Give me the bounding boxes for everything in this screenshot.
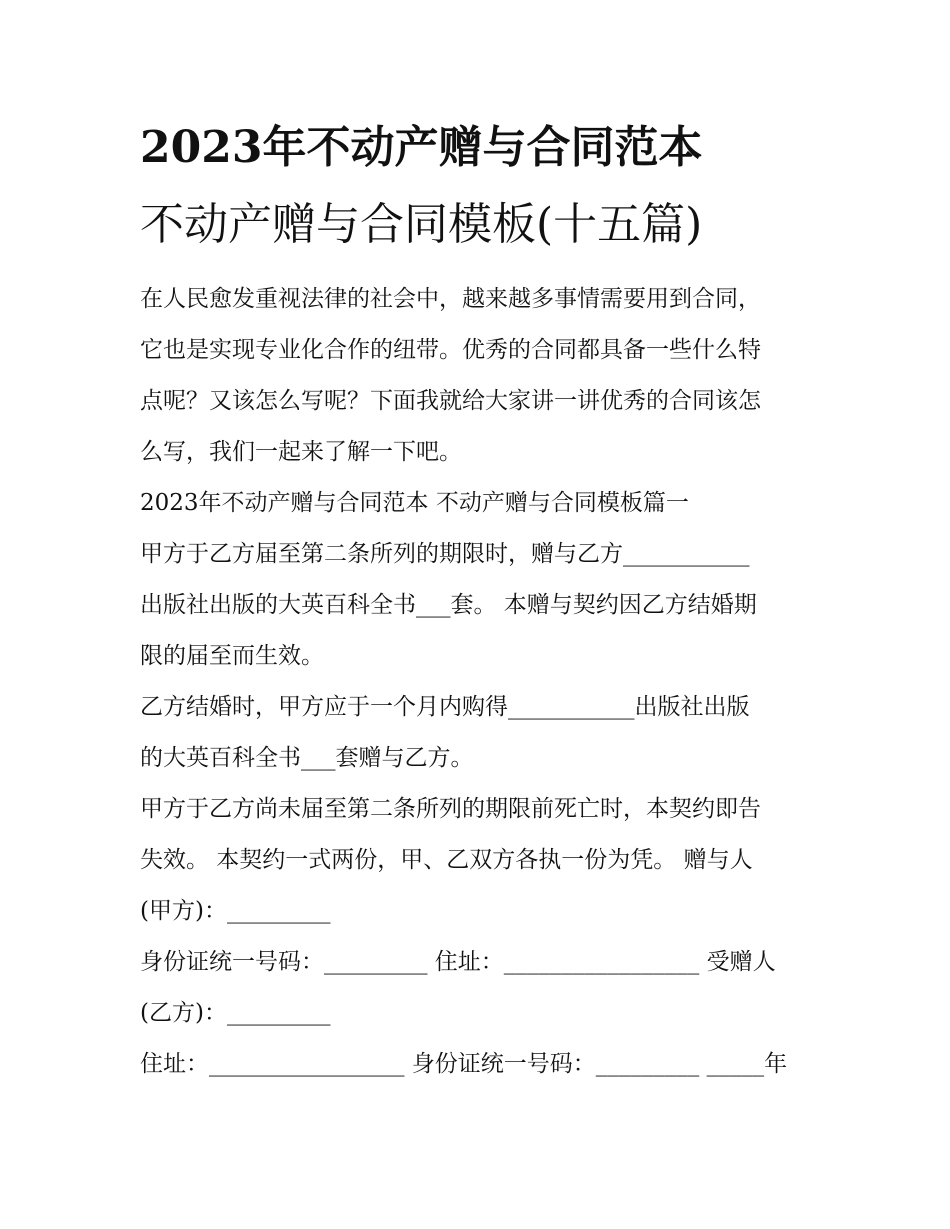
clause-line: 乙方结婚时，甲方应于一个月内购得___________出版社出版 bbox=[140, 694, 750, 720]
clause-line: 出版社出版的大英百科全书___套。 本赠与契约因乙方结婚期 bbox=[140, 592, 757, 618]
clause-line: 限的届至而生效。 bbox=[140, 643, 324, 669]
intro-paragraph-line: 它也是实现专业化合作的纽带。优秀的合同都具备一些什么特 bbox=[140, 337, 761, 363]
intro-paragraph-line: 么写，我们一起来了解一下吧。 bbox=[140, 439, 462, 465]
intro-paragraph-line: 在人民愈发重视法律的社会中，越来越多事情需要用到合同， bbox=[140, 286, 761, 312]
document-title-line-2: 不动产赠与合同模板(十五篇) bbox=[140, 199, 703, 250]
clause-line: 甲方于乙方届至第二条所列的期限时，赠与乙方___________ bbox=[140, 541, 750, 567]
intro-paragraph-line: 点呢？又该怎么写呢？下面我就给大家讲一讲优秀的合同该怎 bbox=[140, 388, 761, 414]
clause-line: 甲方于乙方尚未届至第二条所列的期限前死亡时，本契约即告 bbox=[140, 796, 761, 822]
signature-field-line: 住址：_________________ 身份证统一号码：_________ _____年 bbox=[140, 1051, 788, 1077]
section-heading: 2023年不动产赠与合同范本 不动产赠与合同模板篇一 bbox=[140, 490, 689, 516]
clause-line: 的大英百科全书___套赠与乙方。 bbox=[140, 745, 474, 771]
signature-field-line: 身份证统一号码：_________ 住址：_________________ 受赠人 bbox=[140, 949, 776, 975]
document-title-line-1: 2023年不动产赠与合同范本 bbox=[140, 122, 703, 173]
signature-field-line: (乙方)：_________ bbox=[140, 1000, 331, 1026]
signature-field-line: (甲方)：_________ bbox=[140, 898, 331, 924]
clause-line: 失效。 本契约一式两份，甲、乙双方各执一份为凭。 赠与人 bbox=[140, 847, 753, 873]
